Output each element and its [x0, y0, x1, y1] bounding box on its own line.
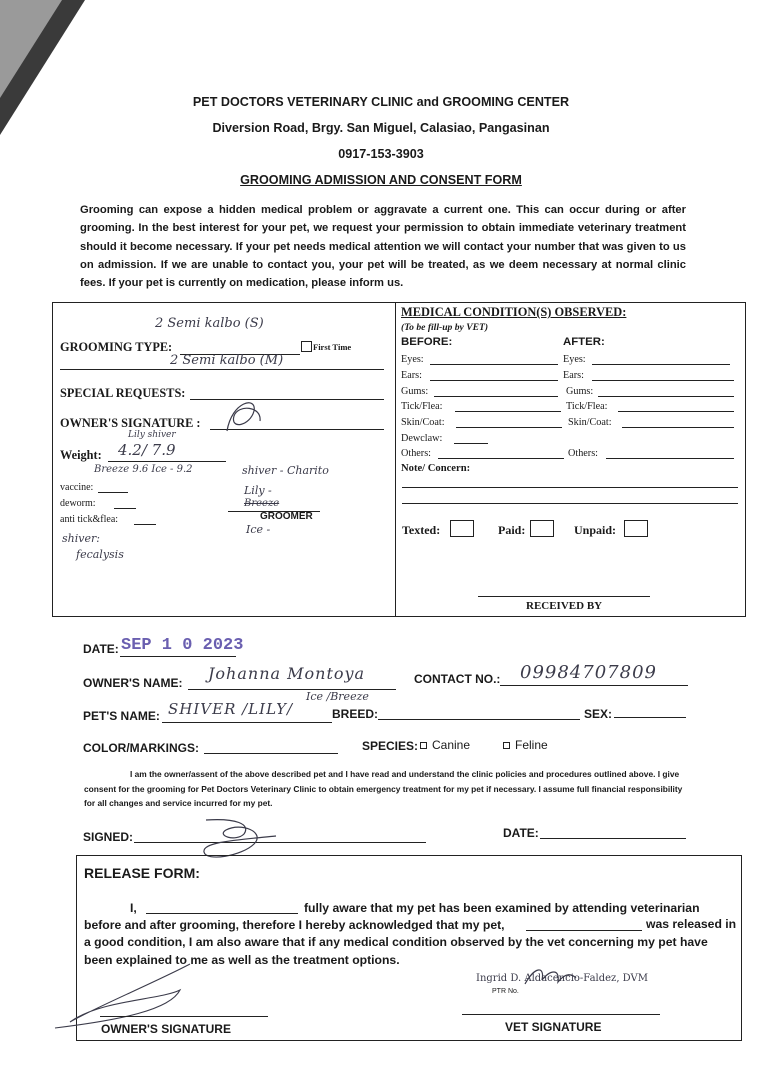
special-requests-label: SPECIAL REQUESTS:	[60, 386, 186, 400]
release-form-title: RELEASE FORM:	[84, 865, 200, 881]
release-text-2: fully aware that my pet has been examined by attending veterinarian	[304, 901, 700, 915]
before-gums-label: Gums:	[401, 386, 429, 397]
anti-tick-flea-label: anti tick&flea:	[60, 514, 119, 525]
contact-no-value[interactable]: 09984707809	[520, 662, 657, 683]
groomer-handwriting-2: Lily -	[244, 484, 272, 497]
before-skin-coat-label: Skin/Coat:	[401, 417, 445, 428]
page-corner-fold	[0, 0, 90, 140]
grooming-type-label: GROOMING TYPE:	[60, 340, 173, 354]
breed-label: BREED:	[332, 707, 379, 721]
paid-label: Paid:	[498, 523, 526, 537]
deworm-label: deworm:	[60, 498, 96, 509]
after-label: AFTER:	[563, 336, 605, 348]
feline-checkbox[interactable]	[503, 742, 510, 749]
grooming-type-handwriting-1: 2 Semi kalbo (S)	[155, 316, 264, 331]
before-ears-label: Ears:	[401, 370, 422, 381]
weight-values-handwriting: 4.2/ 7.9	[118, 441, 176, 459]
after-tick-flea-label: Tick/Flea:	[566, 401, 608, 412]
first-time-label: First Time	[313, 342, 352, 352]
date-stamp: SEP 1 0 2023	[121, 636, 244, 655]
color-markings-label: COLOR/MARKINGS:	[83, 741, 199, 755]
weight-label: Weight:	[60, 448, 102, 462]
form-title: GROOMING ADMISSION AND CONSENT FORM	[240, 173, 522, 187]
owner-signature-label: OWNER'S SIGNATURE	[101, 1022, 231, 1036]
weight-row2-handwriting: Breeze 9.6 Ice - 9.2	[94, 464, 193, 475]
vaccine-label: vaccine:	[60, 482, 94, 493]
intro-paragraph: Grooming can expose a hidden medical problem or aggravate a current one. This can occur during or after grooming. In the best interest for your pet, we request your permission to obtain immediate veterinary treatment should it become necessary. If your pet needs medical attention we will contact your number that was given to us on admission. If we are unable to contact you, your pet will be treated, as we deem necessary at normal clinic fees. If your pet is currently on medication, please inform us.	[80, 204, 686, 290]
box-divider	[395, 302, 396, 617]
paid-checkbox[interactable]	[530, 520, 554, 537]
date-label: DATE:	[83, 642, 119, 656]
vet-fill-note: (To be fill-up by VET)	[401, 322, 489, 333]
after-skin-coat-label: Skin/Coat:	[568, 417, 612, 428]
owner-signature-scribble	[212, 396, 272, 436]
pet-name-label: PET'S NAME:	[83, 709, 160, 723]
groomer-handwriting-1: shiver - Charito	[242, 464, 329, 477]
before-others-label: Others:	[401, 448, 431, 459]
before-tick-flea-label: Tick/Flea:	[401, 401, 443, 412]
after-gums-label: Gums:	[566, 386, 594, 397]
first-time-checkbox[interactable]	[301, 341, 312, 352]
note-concern-label: Note/ Concern:	[401, 463, 471, 474]
weight-pet-names-handwriting: Lily shiver	[128, 430, 176, 440]
canine-checkbox[interactable]	[420, 742, 427, 749]
groomer-handwriting-3: Breeze	[244, 498, 280, 509]
species-label: SPECIES:	[362, 739, 419, 753]
before-label: BEFORE:	[401, 336, 453, 348]
after-ears-label: Ears:	[563, 370, 584, 381]
feline-label: Feline	[515, 738, 548, 752]
pet-name-value-2: Ice /Breeze	[306, 690, 369, 703]
texted-checkbox[interactable]	[450, 520, 474, 537]
groomer-handwriting-4: Ice -	[246, 523, 271, 536]
release-text-1: I,	[130, 901, 137, 915]
groomer-label: GROOMER	[260, 511, 313, 522]
before-eyes-label: Eyes:	[401, 354, 424, 365]
release-text-5: a good condition, I am also aware that if any medical condition observed by the vet concerning my pet have	[84, 935, 708, 949]
pet-name-value[interactable]: SHIVER /LILY/	[168, 700, 294, 718]
consent-paragraph: I am the owner/assent of the above described pet and I have read and understand the clinic policies and procedures outlined above. I give consent for the grooming for Pet Doctors Veterinary Clinic to obtain emergency treatment for my pet if necessary. I assume full financial responsibility for all changes and service incurred for my pet.	[84, 769, 683, 808]
vet-signature-scribble	[520, 962, 580, 992]
unpaid-label: Unpaid:	[574, 523, 617, 537]
signed-label: SIGNED:	[83, 830, 134, 844]
grooming-type-handwriting-2: 2 Semi kalbo (M)	[170, 353, 284, 368]
received-by-label: RECEIVED BY	[526, 600, 603, 612]
texted-label: Texted:	[402, 523, 441, 537]
release-text-6: been explained to me as well as the treatment options.	[84, 953, 400, 967]
canine-label: Canine	[432, 738, 471, 752]
notes-handwriting-2: fecalysis	[76, 548, 124, 561]
unpaid-checkbox[interactable]	[624, 520, 648, 537]
after-eyes-label: Eyes:	[563, 354, 586, 365]
owners-signature-label: OWNER'S SIGNATURE :	[60, 416, 201, 430]
release-text-3: before and after grooming, therefore I hereby acknowledged that my pet,	[84, 918, 505, 932]
medical-conditions-title: MEDICAL CONDITION(S) OBSERVED:	[401, 305, 627, 319]
clinic-name: PET DOCTORS VETERINARY CLINIC and GROOMING CENTER	[192, 95, 570, 109]
notes-handwriting-1: shiver:	[62, 532, 100, 545]
release-text-4: was released in	[646, 917, 737, 931]
vet-stamp-ptr: PTR No.	[492, 988, 519, 995]
sex-label: SEX:	[584, 707, 613, 721]
clinic-address: Diversion Road, Brgy. San Miguel, Calasiao, Pangasinan	[212, 121, 550, 135]
vet-signature-label: VET SIGNATURE	[505, 1020, 602, 1034]
vet-stamp-name: Ingrid D. Aldacencio-Faldez, DVM	[476, 973, 648, 984]
signed-date-label: DATE:	[503, 826, 539, 840]
clinic-phone: 0917-153-3903	[338, 147, 424, 161]
owner-name-value[interactable]: Johanna Montoya	[208, 664, 366, 683]
after-others-label: Others:	[568, 448, 598, 459]
contact-no-label: CONTACT NO.:	[414, 672, 501, 686]
before-dewclaw-label: Dewclaw:	[401, 433, 443, 444]
owner-name-label: OWNER'S NAME:	[83, 676, 183, 690]
